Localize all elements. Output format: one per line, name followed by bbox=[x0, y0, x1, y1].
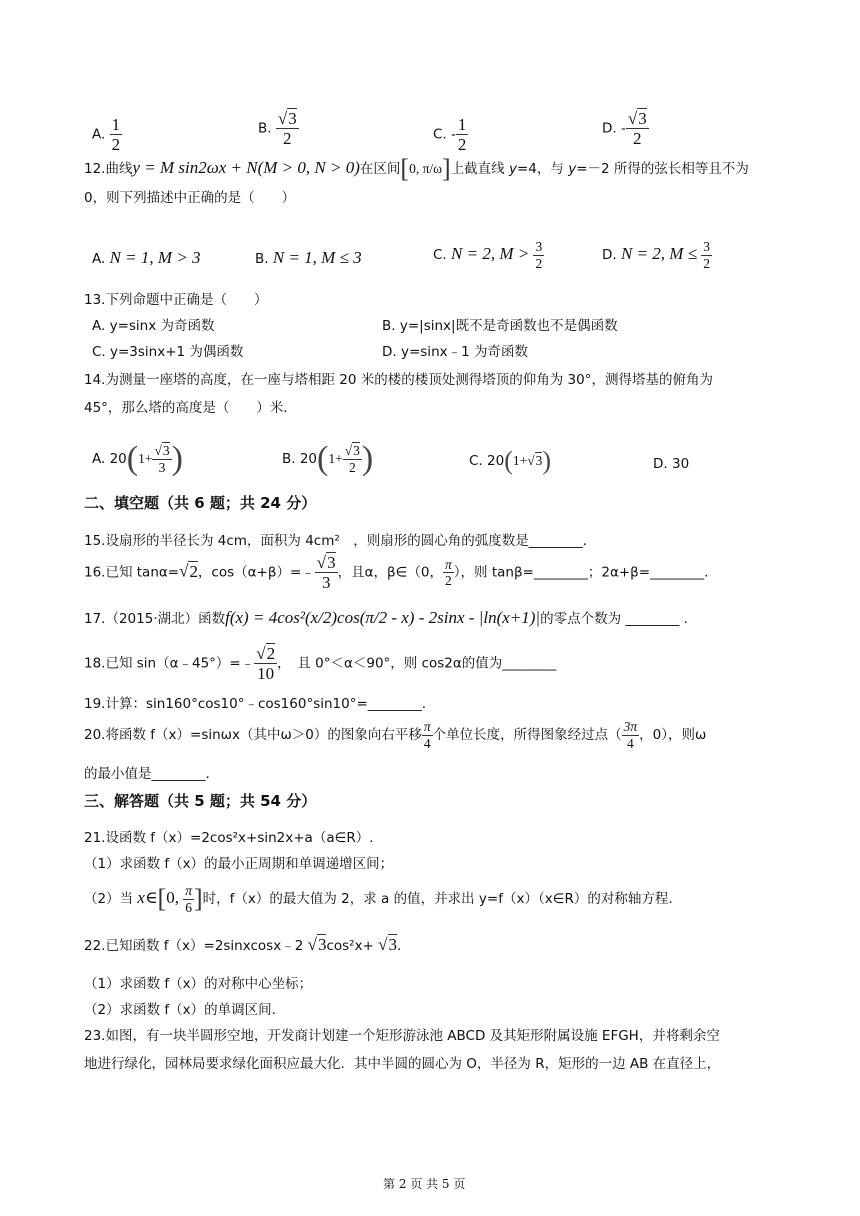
q21-stem: 21.设函数 f（x）=2cos²x+sin2x+a（a∈R）. bbox=[84, 830, 374, 846]
q12-stem: 12.曲线y = M sin2ωx + N(M > 0, N > 0)在区间[0, π/ω]上截直线 y=4，与 y=－2 所得的弦长相等且不为 bbox=[84, 154, 749, 183]
option-label: A. bbox=[92, 126, 110, 143]
q22-part2: （2）求函数 f（x）的单调区间. bbox=[84, 1002, 276, 1018]
q14-stem-line1: 14.为测量一座塔的高度，在一座与塔相距 20 米的楼的楼顶处测得塔顶的仰角为 30°，测得塔基的俯角为 bbox=[84, 372, 713, 388]
fraction: $\frac{√3}{2}$ bbox=[277, 109, 297, 148]
q19: 19.计算：sin160°cos10°﹣cos160°sin10°=________. bbox=[84, 696, 427, 712]
q13-option-b: B. y=|sinx|既不是奇函数也不是偶函数 bbox=[382, 318, 618, 334]
q22-part1: （1）求函数 f（x）的对称中心坐标； bbox=[84, 976, 313, 992]
q14-option-a: A. 20(1+ $\frac{√3}{3}$ ) bbox=[92, 440, 183, 477]
formula: f(x) = 4cos²(x/2)cos(π/2 - x) - 2sinx - |ln(x+1)| bbox=[225, 608, 541, 627]
q20: 20.将函数 f（x）=sinωx（其中ω＞0）的图象向右平移 $\frac{\pi}{4}$ 个单位长度，所得图象经过点（ $\frac{3\pi}{4}$ ，0），则ω bbox=[84, 719, 707, 751]
section-heading-fill-in: 二、填空题（共 6 题；共 24 分） bbox=[84, 494, 317, 512]
q11-option-b: B. $\frac{√3}{2}$ bbox=[258, 109, 297, 148]
fraction: $\frac{1}{2}$ bbox=[111, 115, 121, 154]
q21-part1: （1）求函数 f（x）的最小正周期和单调递增区间； bbox=[84, 856, 394, 872]
q18: 18.已知 sin（α﹣45°）=﹣ $\frac{√2}{10}$ ， 且 0°＜α＜90°，则 cos2α的值为________ bbox=[84, 644, 557, 683]
q12-option-d: D. N = 2, M ≤ $\frac{3}{2}$ bbox=[602, 239, 711, 271]
q23-line1: 23.如图，有一块半圆形空地，开发商计划建一个矩形游泳池 ABCD 及其矩形附属设施 EFGH，并将剩余空 bbox=[84, 1028, 720, 1044]
q16: 16.已知 tanα=√2，cos（α+β）=﹣ $\frac{√3}{3}$ ，且α，β∈（0， $\frac{\pi}{2}$ ），则 tanβ=________；2α+β=________. bbox=[84, 553, 709, 592]
q23-line2: 地进行绿化，园林局要求绿化面积应最大化．其中半圆的圆心为 O，半径为 R，矩形的一边 AB 在直径上， bbox=[84, 1056, 721, 1072]
q14-option-c: C. 20(1+√3) bbox=[469, 446, 552, 475]
q13-option-a: A. y=sinx 为奇函数 bbox=[92, 318, 215, 334]
formula: y = M sin2ωx + N(M > 0, N > 0) bbox=[132, 158, 360, 177]
q20-line2: 的最小值是________. bbox=[84, 766, 210, 782]
fraction: $\frac{√3}{2}$ bbox=[627, 109, 647, 148]
q17: 17.（2015·湖北）函数f(x) = 4cos²(x/2)cos(π/2 - x) - 2sinx - |ln(x+1)|的零点个数为 ________ . bbox=[84, 608, 688, 627]
q12-stem-line2: 0，则下列描述中正确的是（ ） bbox=[84, 190, 296, 206]
q13-stem: 13.下列命题中正确是（ ） bbox=[84, 292, 268, 308]
q11-option-c: C. - $\frac{1}{2}$ bbox=[433, 115, 467, 154]
interval: 0, π/ω bbox=[409, 161, 443, 176]
section-heading-solve: 三、解答题（共 5 题；共 54 分） bbox=[84, 792, 317, 810]
q12-option-c: C. N = 2, M > $\frac{3}{2}$ bbox=[433, 239, 543, 271]
q14-stem-line2: 45°，那么塔的高度是（ ）米． bbox=[84, 400, 297, 416]
q13-option-d: D. y=sinx﹣1 为奇函数 bbox=[382, 344, 528, 360]
q11-option-d: D. - $\frac{√3}{2}$ bbox=[602, 109, 647, 148]
q14-option-b: B. 20(1+ $\frac{√3}{2}$ ) bbox=[282, 440, 374, 477]
q11-option-a bbox=[92, 116, 122, 153]
q12-option-a: A. N = 1, M > 3 bbox=[92, 248, 201, 267]
q13-option-c: C. y=3sinx+1 为偶函数 bbox=[92, 344, 244, 360]
fraction: $\frac{1}{2}$ bbox=[457, 115, 467, 154]
q14-option-d: D. 30 bbox=[653, 456, 690, 472]
q21-part2: （2）当 x∈[0, $\frac{\pi}{6}$ ]时，f（x）的最大值为 2，求 a 的值，并求出 y=f（x）（x∈R）的对称轴方程. bbox=[84, 883, 673, 915]
q22-stem: 22.已知函数 f（x）=2sinxcosx﹣2 √3cos²x+ √3. bbox=[84, 935, 402, 954]
q12-option-b: B. N = 1, M ≤ 3 bbox=[255, 248, 362, 267]
page-footer: 第 2 页 共 5 页 bbox=[383, 1177, 466, 1191]
q15: 15.设扇形的半径长为 4cm，面积为 4cm² ，则扇形的圆心角的弧度数是________． bbox=[84, 533, 597, 549]
